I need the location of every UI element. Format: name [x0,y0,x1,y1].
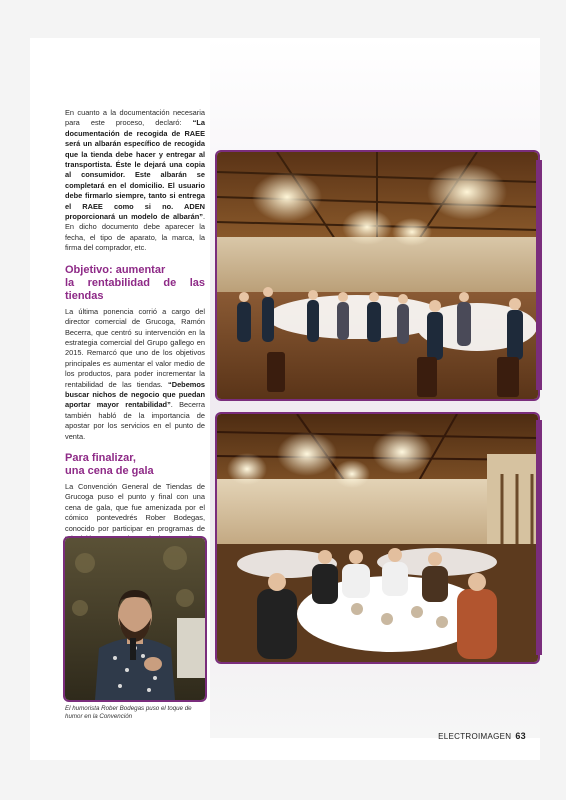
intro-quote: “La documentación de recogida de RAEE será un albarán específico de recogida que la tienda debe hacer y entregar al transportista. Éste le dejará una copia al consumidor. Este albarán se completará en el domicilio. El usuario debe firmarlo siempre, tanto si entrega el RAEE como si no. ADEN proporcionará un modelo de albarán” [65,118,205,222]
accent-edge-top [536,160,542,390]
page-footer [438,731,526,741]
section1-heading [65,264,205,303]
section2-heading [65,452,205,478]
section1-heading-line1: Objetivo: aumentar [65,263,166,276]
page-number: 63 [515,731,526,741]
section1-text-1: La última ponencia corrió a cargo del director comercial de Grucoga, Ramón Becerra, que centró su intervención en la estrategia comercial del Grupo gallego en 2015. Remarcó que uno de los objetivos principales es aumentar el valor medio de los productos, para poder incrementar la rentabilidad de las tiendas. [65,306,205,389]
intro-text-1: En cuanto a la documentación necesaria para este proceso, declaró: [65,108,205,128]
accent-edge-bottom [536,420,542,655]
section1-paragraph [65,307,205,442]
banquet-hall-image-1 [217,152,538,399]
photo-banquet-hall-2 [217,414,538,662]
section1-heading-line2: la rentabilidad de las tiendas [65,276,205,302]
banquet-hall-image-2 [217,414,538,662]
intro-text-2: . En dicho documento debe aparecer la fecha, el tipo de aparato, la marca, la firma del comprador, etc. [65,212,205,253]
section2-heading-line1: Para finalizar, [65,451,136,464]
publication-name: ELECTROIMAGEN [438,732,512,741]
section1-quote: “Debemos buscar nichos de negocio que puedan aportar mayor rentabilidad” [65,379,205,410]
photo-comedian [65,538,205,700]
section2-text: La Convención General de Tiendas de Grucoga puso el punto y final con una cena de gala, que fue amenizada por el cómico pontevedrés Rober Bodegas, conocido por participar en programas de [65,481,205,533]
section1-text-2: . Becerra también habló de la importancia de apostar por los servicios en el punto de venta. [65,400,205,441]
comedian-image [65,538,205,700]
photo-caption: El humorista Rober Bodegas puso el toque de humor en la Convención [65,705,192,720]
intro-paragraph [65,108,205,254]
section2-heading-line2: una cena de gala [65,464,154,477]
left-column [65,108,205,555]
photo-banquet-hall-1 [217,152,538,399]
